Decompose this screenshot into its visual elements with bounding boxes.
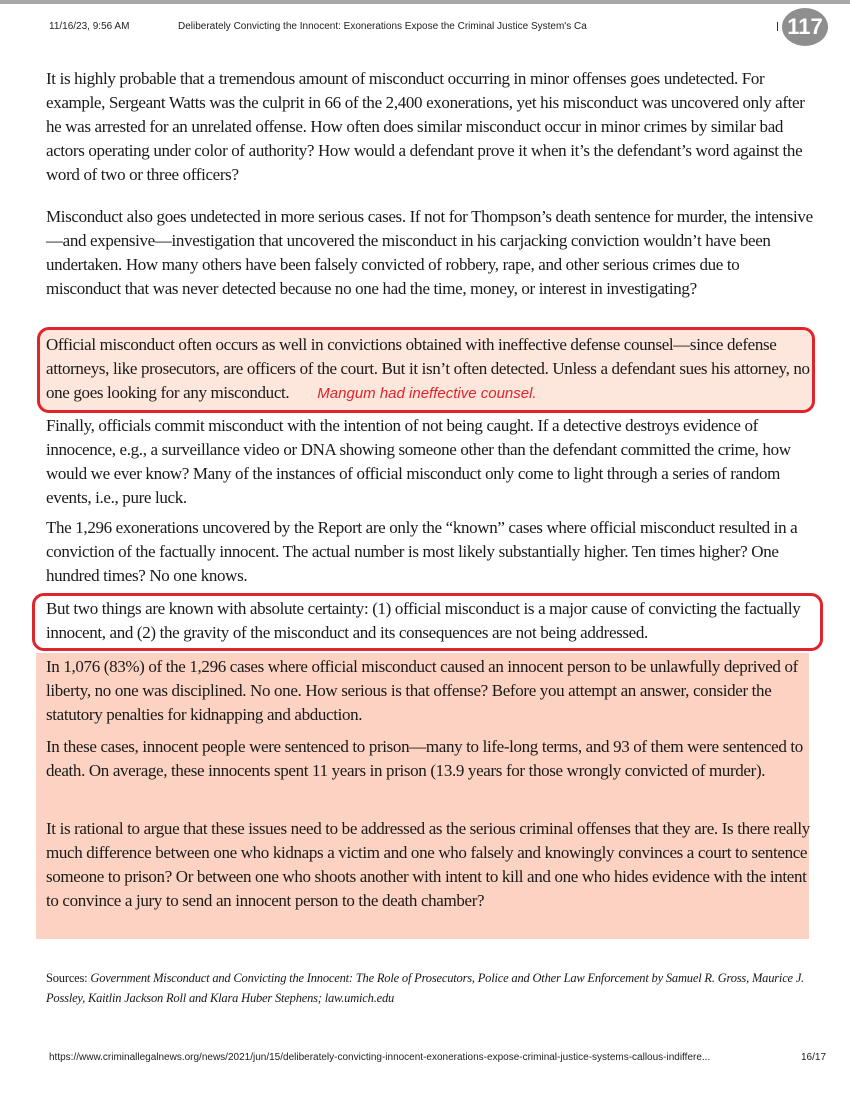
print-page-title: Deliberately Convicting the Innocent: Exonerations Expose the Criminal Justice System's Ca <box>178 21 587 32</box>
print-timestamp: 11/16/23, 9:56 AM <box>49 21 130 32</box>
paragraph-no-discipline: In 1,076 (83%) of the 1,296 cases where official misconduct caused an innocent person to be unlawfully deprived of liberty, no one was disciplined. No one. How serious is that offense? Before you attempt an answer, consider the statutory penalties for kidnapping and abduction. <box>46 657 798 724</box>
print-footer <box>49 1052 829 1063</box>
paragraph-ineffective-counsel <box>46 333 816 406</box>
paragraph-ineffective-counsel-text: Official misconduct often occurs as well in convictions obtained with ineffective defense counsel—since defense attorneys, like prosecutors, are officers of the court. But it isn’t often detected. Unless a defendant sues his attorney, no one goes looking for any misconduct. <box>46 335 810 402</box>
page-number-badge: 117 <box>782 8 828 46</box>
sources-citation <box>46 968 816 1008</box>
sources-label: Sources: <box>46 971 91 985</box>
paragraph-rational-argument: It is rational to argue that these issues need to be addressed as the serious criminal offenses that they are. Is there really much difference between one who kidnaps a victim and one who falsely and knowingly convinces a court to sentence someone to prison? Or between one who shoots another with intent to kill and one who hides evidence with the intent to convince a jury to send an innocent person to the death chamber? <box>46 819 810 910</box>
print-header <box>0 4 850 44</box>
paragraph-undetected-minor: It is highly probable that a tremendous amount of misconduct occurring in minor offenses goes undetected. For example, Sergeant Watts was the culprit in 66 of the 2,400 exonerations, yet his misconduct was uncovered only after he was arrested for an unrelated offense. How often does similar misconduct occur in minor crimes by similar bad actors operating under color of authority? How would a defendant prove it when it’s the defendant’s word against the word of two or three officers? <box>46 69 805 184</box>
paragraph-known-cases: The 1,296 exonerations uncovered by the Report are only the “known” cases where official misconduct resulted in a conviction of the factually innocent. The actual number is most likely substantially higher. Ten times higher? One hundred times? No one knows. <box>46 518 798 585</box>
page-url: https://www.criminallegalnews.org/news/2021/jun/15/deliberately-convicting-innocent-exonerations-expose-criminal-justice-systems-callous-indiffere... <box>49 1052 711 1063</box>
divider <box>777 22 778 31</box>
paragraph-not-caught: Finally, officials commit misconduct with the intention of not being caught. If a detective destroys evidence of innocence, e.g., a surveillance video or DNA showing someone other than the defendant committed the crime, how would we ever know? Many of the instances of official misconduct only come to light through a series of random events, i.e., pure luck. <box>46 416 791 507</box>
paragraph-sentences: In these cases, innocent people were sentenced to prison—many to life-long terms, and 93 of them were sentenced to death. On average, these innocents spent 11 years in prison (13.9 years for those wrongly convicted of murder). <box>46 737 803 780</box>
sources-text: Government Misconduct and Convicting the Innocent: The Role of Prosecutors, Police and Other Law Enforcement by Samuel R. Gross, Maurice J. Possley, Kaitlin Jackson Roll and Klara Huber Stephens; law.umich.edu <box>46 971 805 1005</box>
paragraph-undetected-serious: Misconduct also goes undetected in more serious cases. If not for Thompson’s death sentence for murder, the intensive—and expensive—investigation that uncovered the misconduct in his carjacking conviction wouldn’t have been undertaken. How many others have been falsely convicted of robbery, rape, and other serious crimes due to misconduct that was never detected because no one had the time, money, or interest in investigating? <box>46 207 813 298</box>
paragraph-certainty: But two things are known with absolute certainty: (1) official misconduct is a major cause of convicting the factually innocent, and (2) the gravity of the misconduct and its consequences are not being addressed. <box>46 599 801 642</box>
page-count: 16/17 <box>801 1052 827 1063</box>
handwritten-annotation: Mangum had ineffective counsel. <box>317 385 537 402</box>
